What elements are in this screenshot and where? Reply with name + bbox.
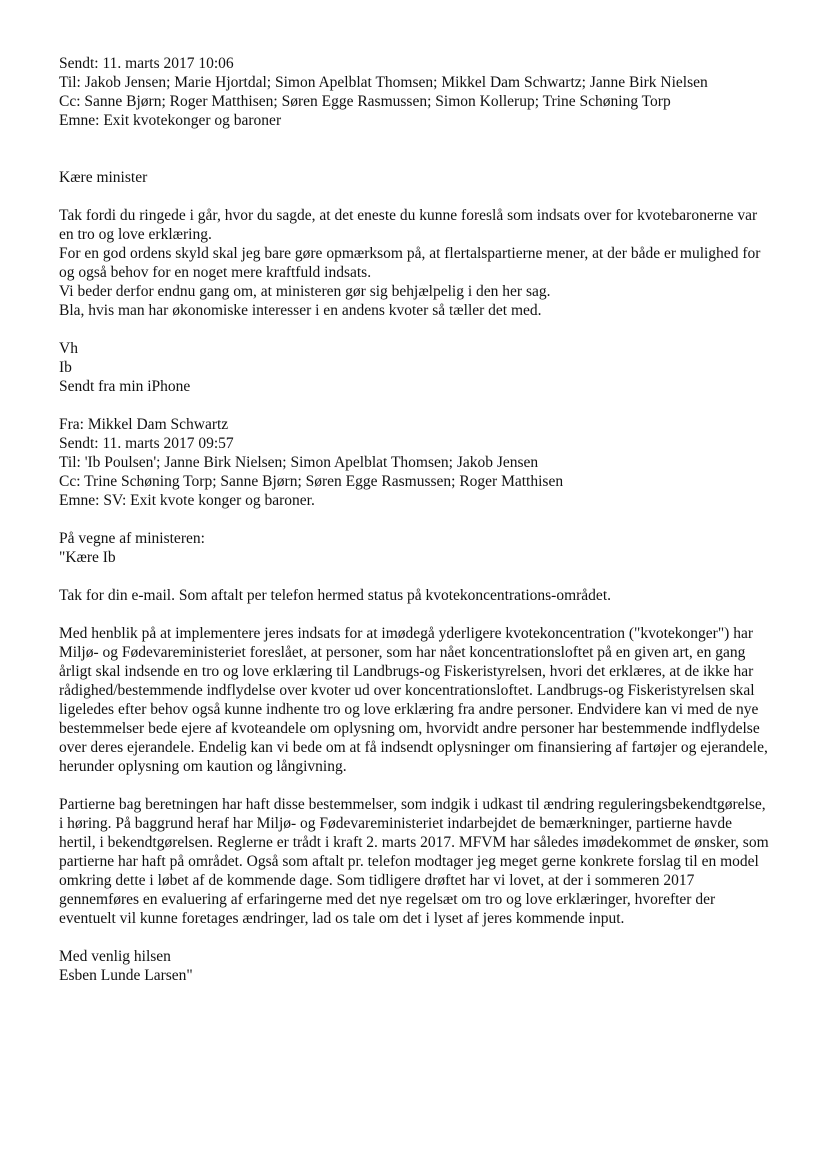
message-2-paragraph-1 [59, 624, 779, 776]
message-2-greeting: "Kære Ib [59, 549, 116, 566]
paragraph-line: over deres ejerandele. Endelig kan vi bede om at få indsendt oplysninger om finansiering af fartøjer og ejerandele, [59, 739, 768, 756]
message-1-name: Ib [59, 359, 72, 376]
paragraph-line: årligt skal indsende en tro og love erklæring til Landbrugs-og Fiskeristyrelsen, hvori det erklæres, at de ikke har [59, 663, 754, 680]
message-1-body [59, 206, 779, 320]
paragraph-line: hertil, i bekendtgørelsen. Reglerne er trådt i kraft 2. marts 2017. MFVM har således imødekommet de ønsker, som [59, 834, 769, 851]
message-1-greeting: Kære minister [59, 169, 148, 186]
message-1-signature [59, 339, 819, 396]
header-subject: Emne: SV: Exit kvote konger og baroner. [59, 492, 315, 509]
header-cc: Cc: Trine Schøning Torp; Sanne Bjørn; Søren Egge Rasmussen; Roger Matthisen [59, 473, 564, 490]
message-2-intro: Tak for din e-mail. Som aftalt per telefon hermed status på kvotekoncentrations-området. [59, 587, 611, 604]
paragraph-line: herunder oplysning om kaution og långivning. [59, 758, 347, 775]
message-1-closing: Vh [59, 340, 78, 357]
message-1-line: For en god ordens skyld skal jeg bare gøre opmærksom på, at flertalspartierne mener, at der både er mulighed for [59, 245, 761, 262]
message-1-line: Bla, hvis man har økonomiske interesser i en andens kvoter så tæller det med. [59, 302, 542, 319]
paragraph-line: bestemmelser bede ejere af kvoteandele om oplysning om, hvorvidt andre personer har bestemmende indflydelse [59, 720, 760, 737]
message-1-line: Vi beder derfor endnu gang om, at ministeren gør sig behjælpelig i den her sag. [59, 283, 551, 300]
email-header-2 [59, 415, 819, 510]
header-to: Til: 'Ib Poulsen'; Janne Birk Nielsen; Simon Apelblat Thomsen; Jakob Jensen [59, 454, 539, 471]
header-cc: Cc: Sanne Bjørn; Roger Matthisen; Søren Egge Rasmussen; Simon Kollerup; Trine Schøning Torp [59, 93, 671, 110]
message-1-device: Sendt fra min iPhone [59, 378, 191, 395]
email-document [59, 54, 819, 985]
message-2-paragraph-2 [59, 795, 779, 928]
paragraph-line: Med henblik på at implementere jeres indsats for at imødegå yderligere kvotekoncentration ("kvotekonger") har [59, 625, 753, 642]
paragraph-line: Partierne bag beretningen har haft disse bestemmelser, som indgik i udkast til ændring reguleringsbekendtgørelse, [59, 796, 766, 813]
paragraph-line: eventuelt vil kunne foretages ændringer, lad os tale om det i lyset af jeres kommende input. [59, 910, 625, 927]
paragraph-line: partierne har haft på området. Også som aftalt pr. telefon modtager jeg meget gerne konkrete forslag til en model [59, 853, 759, 870]
on-behalf-line: På vegne af ministeren: [59, 530, 205, 547]
paragraph-line: i høring. På baggrund heraf har Miljø- og Fødevareministeriet indarbejdet de bemærkninger, partierne havde [59, 815, 732, 832]
message-2-opening [59, 529, 819, 567]
header-sent: Sendt: 11. marts 2017 10:06 [59, 55, 234, 72]
header-to: Til: Jakob Jensen; Marie Hjortdal; Simon Apelblat Thomsen; Mikkel Dam Schwartz; Janne Birk Nielsen [59, 74, 708, 91]
header-subject: Emne: Exit kvotekonger og baroner [59, 112, 282, 129]
message-2-signature [59, 947, 819, 985]
paragraph-line: gennemføres en evaluering af erfaringerne med det nye regelsæt om tro og love erklæringer, hvorefter der [59, 891, 716, 908]
paragraph-line: ligeledes efter behov også kunne indhente tro og love erklæring fra andre personer. Endvidere kan vi med de nye [59, 701, 759, 718]
message-1-line: og også behov for en noget mere kraftfuld indsats. [59, 264, 372, 281]
paragraph-line: omkring dette i løbet af de kommende dage. Som tidligere drøftet har vi lovet, at der i sommeren 2017 [59, 872, 695, 889]
message-1-line: Tak fordi du ringede i går, hvor du sagde, at det eneste du kunne foreslå som indsats over for kvotebaronerne var [59, 207, 758, 224]
signature-name: Esben Lunde Larsen" [59, 967, 193, 984]
paragraph-line: rådighed/bestemmende indflydelse over kvoter ud over koncentrationsloftet. Landbrugs-og Fiskeristyrelsen skal [59, 682, 755, 699]
email-header-1 [59, 54, 819, 130]
message-1-line: en tro og love erklæring. [59, 226, 212, 243]
paragraph-line: Miljø- og Fødevareministeriet foreslået, at personer, som har nået koncentrationsloftet på en given art, en gang [59, 644, 746, 661]
header-sent: Sendt: 11. marts 2017 09:57 [59, 435, 234, 452]
header-from: Fra: Mikkel Dam Schwartz [59, 416, 229, 433]
message-2-closing: Med venlig hilsen [59, 948, 171, 965]
